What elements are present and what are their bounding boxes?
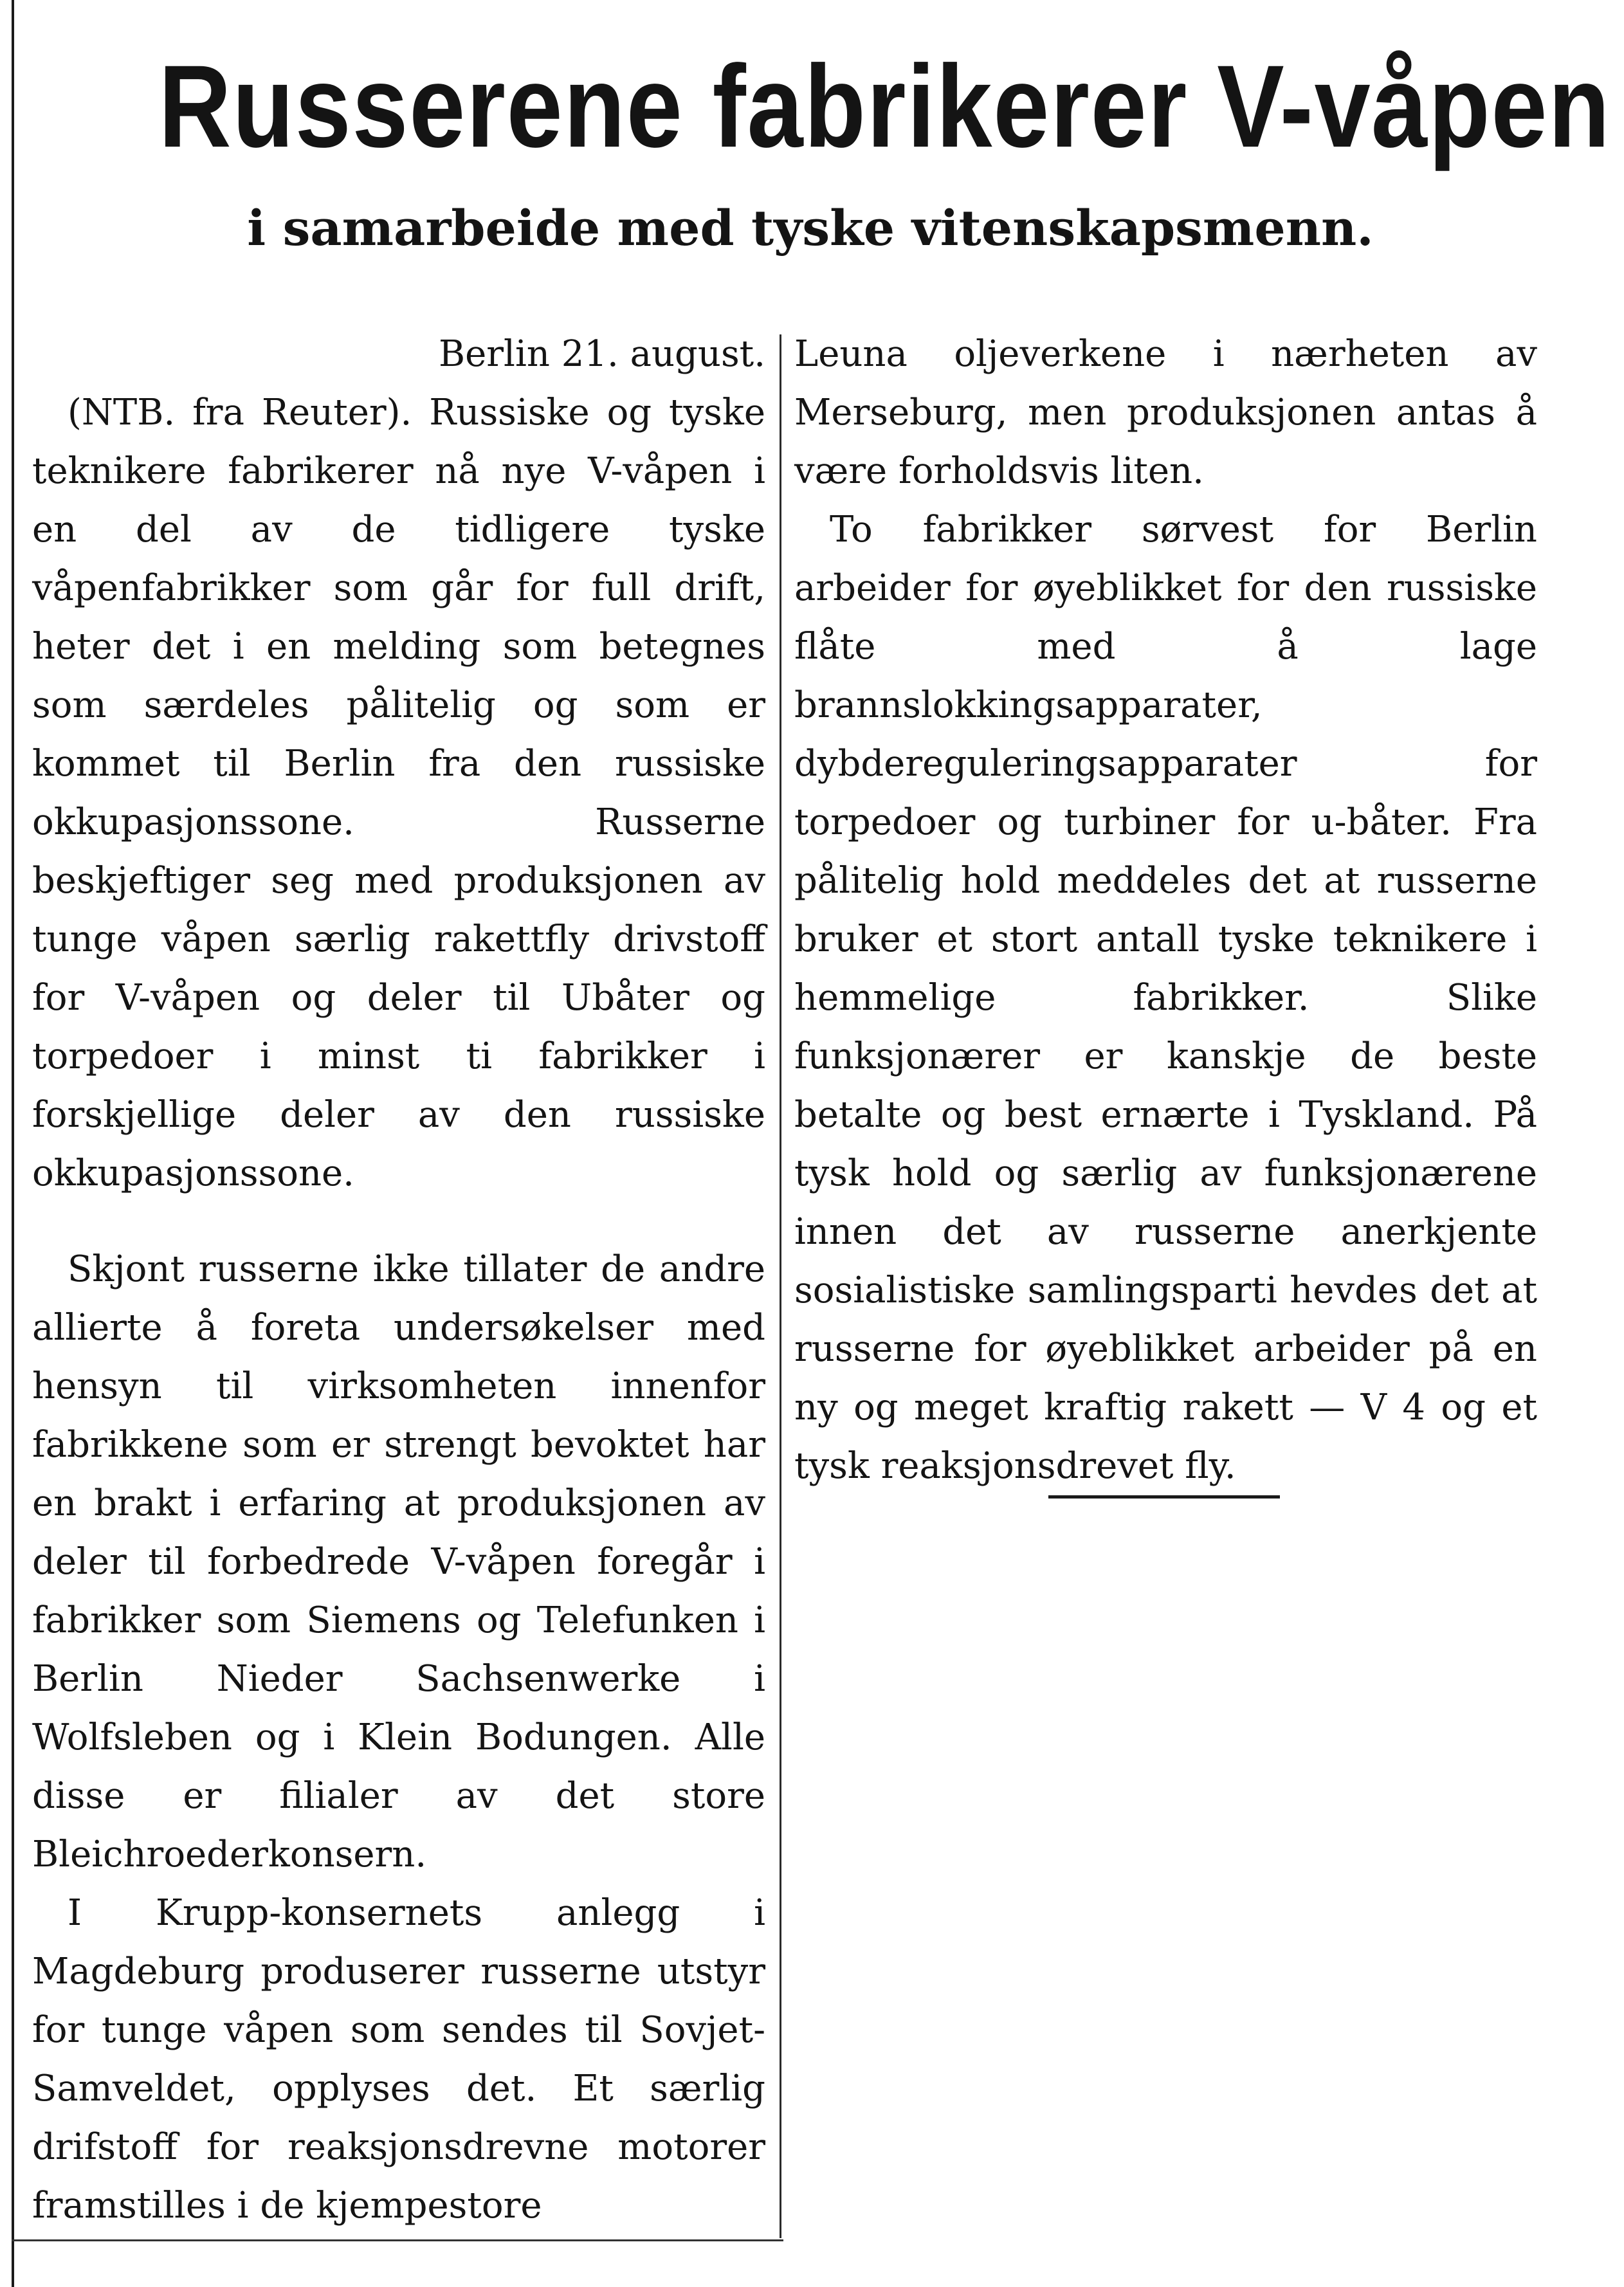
dateline: Berlin 21. august.	[438, 333, 765, 375]
subheadline: i samarbeide med tyske vitenskapsmenn.	[247, 199, 1374, 257]
right-paragraph-2: To fabrikker sørvest for Berlin arbeider for øyeblikket for den russiske flåte med å lage brannslokkingsapparater, dybdereguleringsapparater for torpedoer og turbiner for u-båter. Fra pålitelig hold meddeles det at russerne bruker et stort antall tyske teknikere i hemmelige fabrikker. Slike funksjonærer er kanskje de beste betalte og best ernærte i Tyskland. På tysk hold og særlig av funksjonærene innen det av russerne anerkjente sosialistiske samlingsparti hevdes det at russerne for øyeblikket arbeider på en ny og meget kraftig rakett — V 4 og et tysk reaksjonsdrevet fly.	[794, 509, 1537, 1487]
right-column	[794, 325, 1537, 1495]
article-end-rule	[1048, 1495, 1280, 1499]
page-left-border	[12, 0, 14, 2287]
paragraph-gap	[32, 1203, 765, 1240]
left-column	[32, 325, 765, 2235]
left-paragraph-1: (NTB. fra Reuter). Russiske og tyske teknikere fabrikerer nå nye V-våpen i en del av de tidligere tyske våpenfabrikker som går for full drift, heter det i en melding som betegnes som særdeles pålitelig og som er kommet til Berlin fra den russiske okkupasjonssone. Russerne beskjeftiger seg med produksjonen av tunge våpen særlig rakettfly drivstoff for V-våpen og deler til Ubåter og torpedoer i minst ti fabrikker i forskjellige deler av den russiske okkupasjonssone.	[32, 392, 765, 1194]
headline: Russerene fabrikerer V-våpen	[158, 41, 1611, 172]
right-paragraph-1: Leuna oljeverkene i nærheten av Merseburg, men produksjonen antas å være forholdsvis liten.	[794, 333, 1537, 492]
column-divider	[780, 334, 781, 2238]
left-paragraph-2: Skjont russerne ikke tillater de andre allierte å foreta undersøkelser med hensyn til virksomheten innenfor fabrikkene som er strengt bevoktet har en brakt i erfaring at produksjonen av deler til forbedrede V-våpen foregår i fabrikker som Siemens og Telefunken i Berlin Nieder Sachsenwerke i Wolfsleben og i Klein Bodungen. Alle disse er filialer av det store Bleichroederkonsern.	[32, 1248, 765, 1875]
left-paragraph-3: I Krupp-konsernets anlegg i Magdeburg produserer russerne utstyr for tunge våpen som sendes til Sovjet-Samveldet, opplyses det. Et særlig drifstoff for reaksjonsdrevne motorer framstilles i de kjempestore	[32, 1892, 765, 2227]
bottom-border	[12, 2239, 783, 2241]
